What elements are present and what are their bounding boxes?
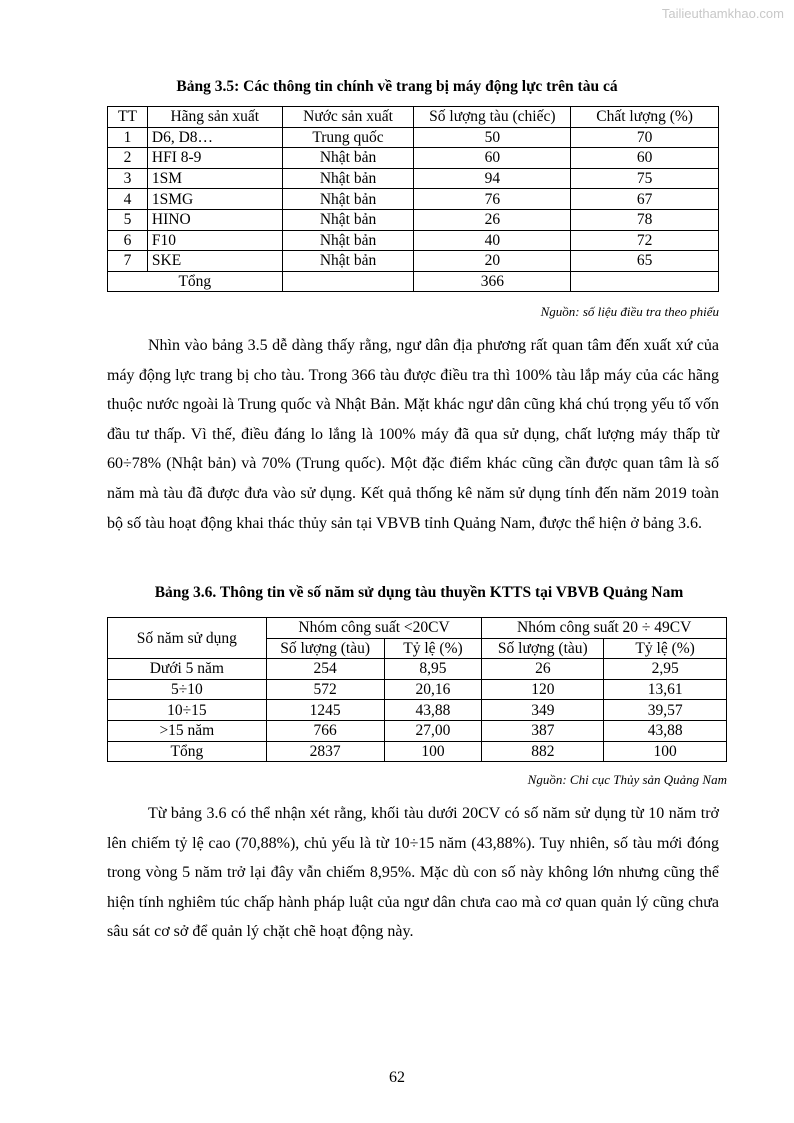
- table-row: [108, 251, 719, 272]
- cell-rate: 27,00: [384, 720, 482, 741]
- subheader-count: Số lượng (tàu): [266, 638, 384, 659]
- cell-quality: 70: [571, 127, 719, 148]
- cell-tt: 7: [108, 251, 148, 272]
- cell-count: 50: [414, 127, 571, 148]
- subheader-rate: Tỷ lệ (%): [384, 638, 482, 659]
- cell-rate: 100: [384, 741, 482, 762]
- cell-count: 349: [482, 700, 604, 721]
- cell-count: 882: [482, 741, 604, 762]
- cell-rate: 43,88: [604, 720, 727, 741]
- total-label: Tổng: [108, 271, 283, 292]
- watermark: Tailieuthamkhao.com: [661, 6, 784, 21]
- cell-quality: 75: [571, 168, 719, 189]
- cell-manufacturer: SKE: [147, 251, 282, 272]
- table-row: [108, 230, 719, 251]
- page-number: 62: [389, 1069, 405, 1086]
- cell-count: 254: [266, 659, 384, 680]
- cell-rate: 100: [604, 741, 727, 762]
- cell-quality: 65: [571, 251, 719, 272]
- table-3-6: [107, 617, 727, 762]
- header-years: Số năm sử dụng: [108, 618, 267, 659]
- cell-manufacturer: 1SMG: [147, 189, 282, 210]
- header-quality: Chất lượng (%): [571, 107, 719, 128]
- header-group-under-20cv: Nhóm công suất <20CV: [266, 618, 482, 639]
- cell-years: Tổng: [108, 741, 267, 762]
- table-3-6-caption: Bảng 3.6. Thông tin về số năm sử dụng tàu thuyền KTTS tại VBVB Quảng Nam: [154, 584, 684, 601]
- table-3-5: [107, 106, 719, 292]
- cell-manufacturer: D6, D8…: [147, 127, 282, 148]
- header-group-20-49cv: Nhóm công suất 20 ÷ 49CV: [482, 618, 727, 639]
- cell-years: Dưới 5 năm: [108, 659, 267, 680]
- cell-count: 26: [482, 659, 604, 680]
- cell-count: 1245: [266, 700, 384, 721]
- subheader-rate: Tỷ lệ (%): [604, 638, 727, 659]
- cell-tt: 2: [108, 148, 148, 169]
- cell-years: >15 năm: [108, 720, 267, 741]
- cell-empty: [571, 271, 719, 292]
- cell-tt: 1: [108, 127, 148, 148]
- cell-rate: 20,16: [384, 679, 482, 700]
- cell-rate: 8,95: [384, 659, 482, 680]
- cell-count: 572: [266, 679, 384, 700]
- cell-years: 10÷15: [108, 700, 267, 721]
- subheader-count: Số lượng (tàu): [482, 638, 604, 659]
- cell-rate: 43,88: [384, 700, 482, 721]
- cell-manufacturer: F10: [147, 230, 282, 251]
- cell-quality: 72: [571, 230, 719, 251]
- cell-rate: 2,95: [604, 659, 727, 680]
- cell-country: Nhật bản: [282, 230, 414, 251]
- cell-country: Trung quốc: [282, 127, 414, 148]
- cell-count: 40: [414, 230, 571, 251]
- cell-tt: 3: [108, 168, 148, 189]
- paragraph-2: Từ bảng 3.6 có thể nhận xét rằng, khối tàu dưới 20CV có số năm sử dụng từ 10 năm trở lên chiếm tỷ lệ cao (70,88%), chủ yếu là từ 10÷15 năm (43,88%). Tuy nhiên, số tàu mới đóng trong vòng 5 năm trở lại đây vẫn chiếm 8,95%. Mặc dù con số này không lớn nhưng cũng thể hiện tính nghiêm túc chấp hành pháp luật của ngư dân chưa cao mà cơ quan quản lý cũng chưa sâu sát cơ sở để quản lý chặt chẽ hoạt động này.: [107, 805, 719, 941]
- cell-country: Nhật bản: [282, 168, 414, 189]
- cell-manufacturer: HFI 8-9: [147, 148, 282, 169]
- cell-country: Nhật bản: [282, 209, 414, 230]
- header-manufacturer: Hãng sản xuất: [147, 107, 282, 128]
- cell-count: 76: [414, 189, 571, 210]
- cell-quality: 78: [571, 209, 719, 230]
- table-total-row: [108, 741, 727, 762]
- table-header-row: [108, 107, 719, 128]
- table-row: [108, 720, 727, 741]
- cell-quality: 60: [571, 148, 719, 169]
- paragraph-1: Nhìn vào bảng 3.5 dễ dàng thấy rằng, ngư dân địa phương rất quan tâm đến xuất xứ của máy động lực trang bị cho tàu. Trong 366 tàu được điều tra thì 100% tàu lắp máy của các hãng thuộc nước ngoài là Trung quốc và Nhật Bản. Mặt khác ngư dân cũng khá chú trọng yếu tố vốn đầu tư thấp. Vì thế, điều đáng lo lắng là 100% máy đã qua sử dụng, chất lượng máy thấp từ 60÷78% (Nhật bản) và 70% (Trung quốc). Một đặc điểm khác cũng cần được quan tâm là số năm mà tàu đã được đưa vào sử dụng. Kết quả thống kê năm sử dụng tính đến năm 2019 toàn bộ số tàu hoạt động khai thác thủy sản tại VBVB tỉnh Quảng Nam, được thể hiện ở bảng 3.6.: [107, 337, 719, 532]
- table-3-6-source: Nguồn: Chi cục Thủy sản Quảng Nam: [527, 772, 727, 787]
- cell-count: 387: [482, 720, 604, 741]
- cell-country: Nhật bản: [282, 148, 414, 169]
- table-row: [108, 148, 719, 169]
- table-row: [108, 127, 719, 148]
- table-3-5-source: Nguồn: số liệu điều tra theo phiếu: [540, 304, 719, 319]
- cell-rate: 39,57: [604, 700, 727, 721]
- cell-tt: 4: [108, 189, 148, 210]
- table-row: [108, 659, 727, 680]
- cell-manufacturer: 1SM: [147, 168, 282, 189]
- header-tt: TT: [108, 107, 148, 128]
- cell-count: 20: [414, 251, 571, 272]
- table-3-5-caption: Bảng 3.5: Các thông tin chính về trang bị máy động lực trên tàu cá: [176, 78, 618, 95]
- cell-tt: 5: [108, 209, 148, 230]
- table-total-row: [108, 271, 719, 292]
- cell-count: 766: [266, 720, 384, 741]
- table-row: [108, 700, 727, 721]
- table-row: [108, 189, 719, 210]
- cell-empty: [282, 271, 414, 292]
- cell-count: 2837: [266, 741, 384, 762]
- table-header-row: [108, 618, 727, 639]
- cell-country: Nhật bản: [282, 189, 414, 210]
- cell-count: 26: [414, 209, 571, 230]
- total-value: 366: [414, 271, 571, 292]
- cell-rate: 13,61: [604, 679, 727, 700]
- cell-quality: 67: [571, 189, 719, 210]
- table-row: [108, 679, 727, 700]
- cell-country: Nhật bản: [282, 251, 414, 272]
- cell-count: 60: [414, 148, 571, 169]
- header-vessel-count: Số lượng tàu (chiếc): [414, 107, 571, 128]
- table-row: [108, 168, 719, 189]
- header-country: Nước sản xuất: [282, 107, 414, 128]
- cell-manufacturer: HINO: [147, 209, 282, 230]
- table-row: [108, 209, 719, 230]
- cell-years: 5÷10: [108, 679, 267, 700]
- cell-count: 120: [482, 679, 604, 700]
- cell-count: 94: [414, 168, 571, 189]
- cell-tt: 6: [108, 230, 148, 251]
